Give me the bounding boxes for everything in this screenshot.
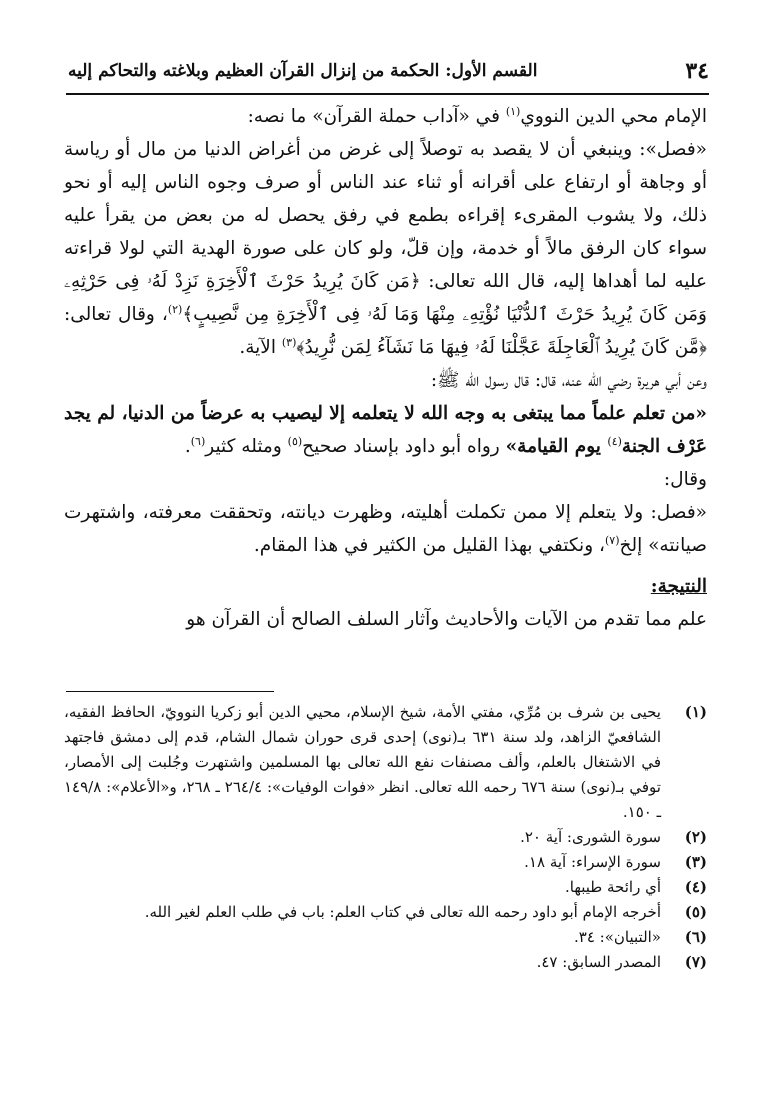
footnote-number: (٧) <box>684 953 707 971</box>
header-divider <box>66 93 709 95</box>
footnote-text: أي رائحة طيبها. <box>565 878 661 896</box>
footnotes <box>64 700 707 975</box>
paragraph-fasl-2: «فصل: ولا يتعلم إلا ممن تكملت أهليته، وظهرت ديانته، وتحققت معرفته، واشتهرت صيانته» إلخ$^{(٧)}$، ونكتفي بهذا القليل من الكثير في هذا المقام. <box>64 502 707 556</box>
footnote-item <box>64 875 707 900</box>
paragraph-said: وقال: <box>663 469 707 490</box>
footnote-number: (٦) <box>684 928 707 946</box>
footnote-item <box>64 700 707 825</box>
footnote-ref: (٧) <box>604 533 620 547</box>
footnote-number: (٢) <box>684 828 707 846</box>
main-text <box>64 100 707 636</box>
footnote-text: أخرجه الإمام أبو داود رحمه الله تعالى في كتاب العلم: باب في طلب العلم لغير الله. <box>144 903 661 921</box>
paragraph-narration: وعن أبي هريرة رضي الله عنه، قال: قال رسول الله ﷺ: <box>430 370 707 391</box>
section-heading: النتيجة: <box>650 576 707 597</box>
paragraph-intro: الإمام محي الدين النووي$^{(١)}$ في «آداب حملة القرآن» ما نصه: <box>247 104 707 127</box>
footnote-ref: (٤) <box>607 434 622 448</box>
footnote-number: (٥) <box>684 903 707 921</box>
running-head: القسم الأول: الحكمة من إنزال القرآن العظيم وبلاغته والتحاكم إليه <box>68 61 538 81</box>
footnote-text: المصدر السابق: ٤٧. <box>536 953 661 971</box>
page-header <box>68 52 709 90</box>
footnote-text: سورة الإسراء: آية ١٨. <box>524 853 661 871</box>
footnote-divider <box>66 691 274 692</box>
footnote-item <box>64 850 707 875</box>
footnote-ref: (٦) <box>190 434 206 448</box>
footnote-text: سورة الشورى: آية ٢٠. <box>520 828 661 846</box>
footnote-ref: (٥) <box>287 434 303 448</box>
footnote-number: (٤) <box>684 878 707 896</box>
page-number: ٣٤ <box>685 58 709 84</box>
footnote-item <box>64 900 707 925</box>
paragraph-fasl-1: «فصل»: وينبغي أن لا يقصد به توصلاً إلى غرض من أغراض الدنيا من مال أو رياسة أو وجاهة أو ارتفاع على أقرانه أو ثناء عند الناس أو صرف وجوه الناس إليه أو نحو ذلك، ولا يشوب المقرىء إقراءه بطمع في رفق يحصل له من بعض من يقرأ عليه سواء كان الرفق مالاً أو خدمة، وإن قلّ، ولو كان على صورة الهدية التي لولا قراءته عليه لما أهداها إليه، قال الله تعالى: ﴿مَن كَانَ يُرِيدُ حَرْثَ ٱلْأَخِرَةِ نَزِدْ لَهُۥ فِى حَرْثِهِۦ وَمَن كَانَ يُرِيدُ حَرْثَ ٱلدُّنْيَا نُؤْتِهِۦ مِنْهَا وَمَا لَهُۥ فِى ٱلْأَخِرَةِ مِن نَّصِيبٍ﴾$^{(٢)}$، وقال تعالى: ﴿مَّن كَانَ يُرِيدُ ٱلْعَاجِلَةَ عَجَّلْنَا لَهُۥ فِيهَا مَا نَشَآءُ لِمَن نُّرِيدُ﴾$^{(٣)}$ الآية. <box>64 139 707 358</box>
paragraph-hadith: «من تعلم علماً مما يبتغى به وجه الله لا يتعلمه إلا ليصيب به عرضاً من الدنيا، لم يجد عَرْف الجنة$^{(٤)}$ يوم القيامة» رواه أبو داود بإسناد صحيح$^{(٥)}$ ومثله كثير$^{(٦)}$. <box>63 403 707 457</box>
footnote-ref: (١) <box>505 104 521 118</box>
footnote-item <box>64 925 707 950</box>
footnote-number: (٣) <box>684 853 707 871</box>
footnote-item <box>64 825 707 850</box>
footnote-ref: (٢) <box>167 302 183 316</box>
paragraph-conclusion: علم مما تقدم من الآيات والأحاديث وآثار السلف الصالح أن القرآن هو <box>186 609 707 630</box>
footnote-ref: (٣) <box>281 335 297 349</box>
footnote-text: يحيى بن شرف بن مُرِّي، مفتي الأمة، شيخ الإسلام، محيي الدين أبو زكريا النوويّ، الحافظ الفقيه، الشافعيّ الزاهد، ولد سنة ٦٣١ بـ(نوى) إحدى قرى حوران شمال الشام، قدم إلى دمشق فاجتهد في الاشتغال بالعلم، وألف مصنفات نفع الله تعالى بها المسلمين واشتهرت وجُلبت إلى الأمصار، توفي بـ(نوى) سنة ٦٧٦ رحمه الله تعالى. انظر «فوات الوفيات»: ٢٦٤/٤ ـ ٢٦٨، و«الأعلام»: ١٤٩/٨ ـ ١٥٠. <box>64 703 661 821</box>
footnote-number: (١) <box>684 703 707 721</box>
footnote-text: «التبيان»: ٣٤. <box>574 928 661 946</box>
footnote-item <box>64 950 707 975</box>
